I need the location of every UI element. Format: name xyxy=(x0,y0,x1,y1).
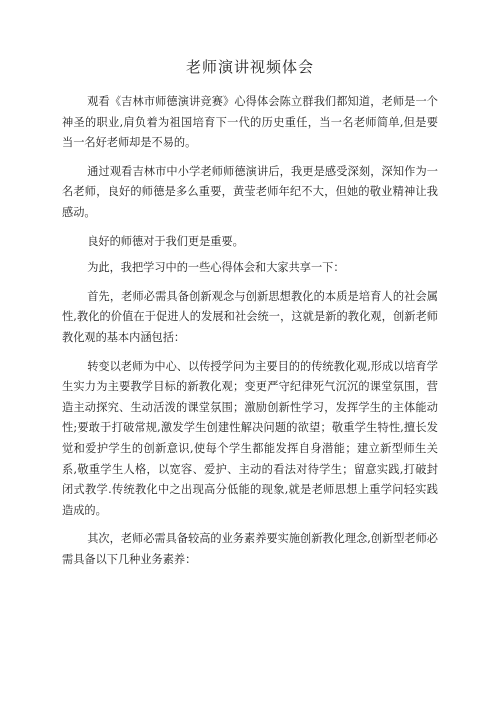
document-title: 老师演讲视频体会 xyxy=(185,58,314,76)
paragraph-sharing: 为此，我把学习中的一些心得体会和大家共享一下： xyxy=(87,261,345,275)
paragraph-first-point: 首先，老师必需具备创新观念与创新思想教化的本质是培育人的社会属性,教化的价值在于促进人的发展和社会统一，这就是新的教化观，创新老师教化观的基本内涵包括： xyxy=(62,289,438,344)
paragraph-second-point: 其次，老师必需具备较高的业务素养要实施创新教化理念,创新型老师必需具备以下几种业务素养： xyxy=(62,532,438,566)
document-body xyxy=(62,92,438,570)
paragraph-intro: 观看《吉林市师德演讲竞赛》心得体会陈立群我们都知道，老师是一个神圣的职业,肩负着为祖国培育下一代的历史重任，当一名老师简单,但是要当一名好老师却是不易的。 xyxy=(62,95,438,150)
paragraph-impression: 通过观看吉林市中小学老师师德演讲后，我更是感受深刻，深知作为一名老师，良好的师德是多么重要，黄莹老师年纪不大，但她的敬业精神让我感动。 xyxy=(62,164,438,219)
paragraph-ethics: 良好的师德对于我们更是重要。 xyxy=(87,234,244,248)
paragraph-transformation: 转变以老师为中心、以传授学问为主要目的的传统教化观,形成以培育学生实力为主要教学目标的新教化观；变更严守纪律死气沉沉的课堂氛围，营造主动探究、生动活泼的课堂氛围；激励创新性学习，发挥学生的主体能动性;要敢于打破常规,激发学生创建性解决问题的欲望；敬重学生特性,擅长发觉和爱护学生的创新意识,使每个学生都能发挥自身潜能；建立新型师生关系,敬重学生人格，以宽容、爱护、主动的看法对待学生；留意实践,打破封闭式教学.传统教化中之出现高分低能的现象,就是老师思想上重学问轻实践造成的。 xyxy=(62,359,438,517)
